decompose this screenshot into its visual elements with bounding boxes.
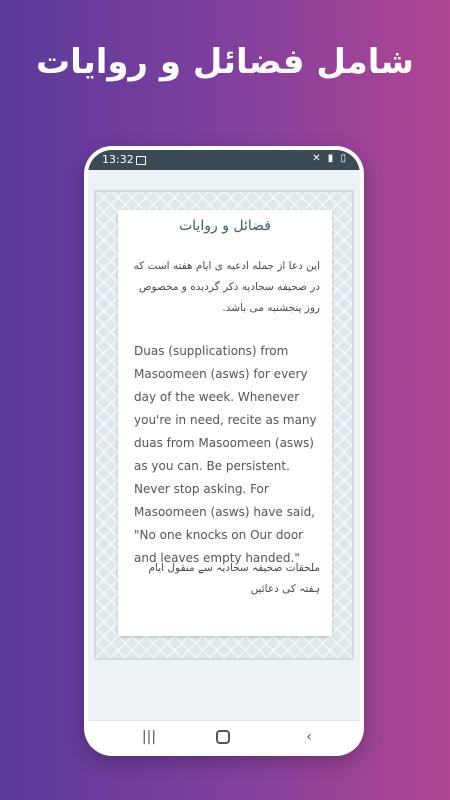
content-card [118,210,332,636]
signal-icon: ▮ [327,153,336,164]
phone-frame [84,146,364,756]
persian-text: این دعا از جمله ادعیه ی ایام هفته است که در صحیفه سجادیه ذکر گردیده و مخصوص روز پنجشنبه می باشد. [133,260,320,314]
urdu-text: ملحقات صحیفہ سجادیہ سے منقول ایام ہفتہ کی دعائیں [148,562,320,595]
back-button[interactable]: ‹ [306,729,312,745]
image-icon [136,156,146,165]
status-bar [88,150,360,170]
status-icons [312,153,348,164]
card-title: فضائل و روایات [178,218,271,234]
headline: شامل فضائل و روایات [36,42,414,82]
home-icon [216,730,230,744]
english-text: Duas (supplications) from Masoomeen (asws) for every day of the week. Whenever you're in need, recite as many duas from Masoomeen (asws) as you can. Be persistent. Never stop asking. For Masoomeen (asws) have said, "No one knocks on Our door and leaves empty handed." [134,344,317,565]
status-time: 13:32 [102,153,134,166]
home-button[interactable] [208,727,238,747]
battery-icon: ▯ [340,153,348,164]
recents-button[interactable]: ||| [141,729,157,745]
mute-icon: ✕ [312,153,323,164]
phone-screen [88,150,360,752]
navigation-bar [88,720,360,752]
